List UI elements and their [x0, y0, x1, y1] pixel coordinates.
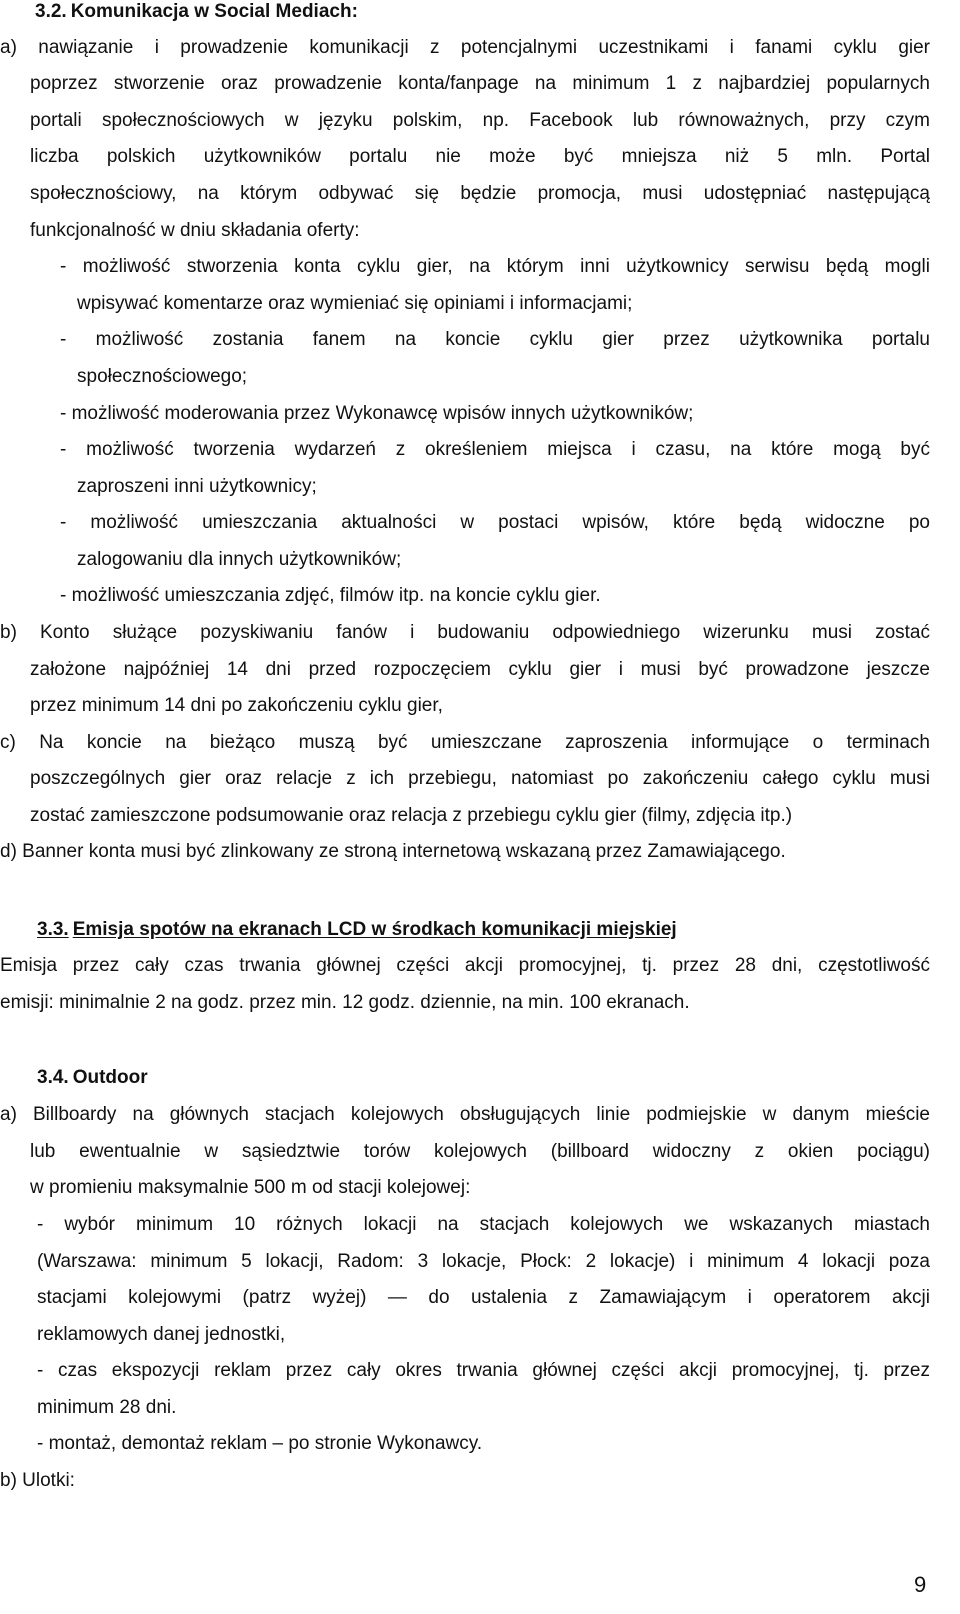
list-item-continuation: (Warszawa: minimum 5 lokacji, Radom: 3 lokacje, Płock: 2 lokacje) i minimum 4 lokacji poza: [37, 1251, 930, 1272]
list-item-continuation: społecznościowego;: [77, 366, 248, 387]
list-item: - montaż, demontaż reklam – po stronie Wykonawcy.: [37, 1433, 483, 1454]
section-heading: [37, 918, 677, 942]
heading-number: 3.3.: [37, 919, 69, 940]
heading-title: Emisja spotów na ekranach LCD w środkach komunikacji miejskiej: [72, 919, 677, 940]
text-line: poszczególnych gier oraz relacje z ich przebiegu, natomiast po zakończeniu całego cyklu musi: [30, 768, 930, 789]
text-line: Emisja przez cały czas trwania głównej części akcji promocyjnej, tj. przez 28 dni, częstotliwość: [0, 955, 930, 976]
page-number: 9: [914, 1572, 927, 1597]
text-line: przez minimum 14 dni po zakończeniu cyklu gier,: [30, 695, 443, 716]
heading-number: 3.4.: [37, 1067, 69, 1088]
list-item-continuation: wpisywać komentarze oraz wymieniać się opiniami i informacjami;: [77, 293, 633, 314]
list-item: - wybór minimum 10 różnych lokacji na stacjach kolejowych we wskazanych miastach: [37, 1214, 930, 1235]
list-item: - możliwość umieszczania zdjęć, filmów itp. na koncie cyklu gier.: [60, 585, 601, 606]
heading-number: 3.2.: [35, 1, 67, 22]
list-item-continuation: zalogowaniu dla innych użytkowników;: [77, 549, 402, 570]
text-line: poprzez stworzenie oraz prowadzenie konta/fanpage na minimum 1 z najbardziej popularnych: [30, 73, 930, 94]
text-line: a) nawiązanie i prowadzenie komunikacji z potencjalnymi uczestnikami i fanami cyklu gier: [0, 37, 930, 58]
section-heading: [37, 1066, 148, 1090]
text-line: lub ewentualnie w sąsiedztwie torów kolejowych (billboard widoczny z okien pociągu): [30, 1141, 930, 1162]
text-line: funkcjonalność w dniu składania oferty:: [30, 220, 360, 241]
list-item: - możliwość umieszczania aktualności w postaci wpisów, które będą widoczne po: [60, 512, 930, 533]
text-line: liczba polskich użytkowników portalu nie może być mniejsza niż 5 mln. Portal: [30, 146, 930, 167]
text-line: b) Ulotki:: [0, 1470, 75, 1491]
list-item-continuation: stacjami kolejowymi (patrz wyżej) — do ustalenia z Zamawiającym i operatorem akcji: [37, 1287, 930, 1308]
heading-title: Komunikacja w Social Mediach:: [70, 1, 358, 22]
text-line: portali społecznościowych w języku polskim, np. Facebook lub równoważnych, przy czym: [30, 110, 930, 131]
list-item-continuation: minimum 28 dni.: [37, 1397, 177, 1418]
text-line: społecznościowy, na którym odbywać się będzie promocja, musi udostępniać następującą: [30, 183, 930, 204]
section-heading: [35, 0, 358, 24]
list-item-continuation: reklamowych danej jednostki,: [37, 1324, 286, 1345]
list-item: - możliwość stworzenia konta cyklu gier, na którym inni użytkownicy serwisu będą mogli: [60, 256, 930, 277]
list-item: - możliwość tworzenia wydarzeń z określeniem miejsca i czasu, na które mogą być: [60, 439, 930, 460]
list-item: - możliwość moderowania przez Wykonawcę wpisów innych użytkowników;: [60, 403, 694, 424]
text-line: d) Banner konta musi być zlinkowany ze stroną internetową wskazaną przez Zamawiającego.: [0, 841, 786, 862]
list-item-continuation: zaproszeni inni użytkownicy;: [77, 476, 317, 497]
text-line: c) Na koncie na bieżąco muszą być umieszczane zaproszenia informujące o terminach: [0, 732, 930, 753]
text-line: założone najpóźniej 14 dni przed rozpoczęciem cyklu gier i musi być prowadzone jeszcze: [30, 659, 930, 680]
text-line: emisji: minimalnie 2 na godz. przez min. 12 godz. dziennie, na min. 100 ekranach.: [0, 992, 690, 1013]
text-line: a) Billboardy na głównych stacjach kolejowych obsługujących linie podmiejskie w danym mieście: [0, 1104, 930, 1125]
text-line: w promieniu maksymalnie 500 m od stacji kolejowej:: [30, 1177, 471, 1198]
list-item: - czas ekspozycji reklam przez cały okres trwania głównej części akcji promocyjnej, tj. przez: [37, 1360, 930, 1381]
text-line: zostać zamieszczone podsumowanie oraz relacja z przebiegu cyklu gier (filmy, zdjęcia itp.): [30, 805, 793, 826]
text-line: b) Konto służące pozyskiwaniu fanów i budowaniu odpowiedniego wizerunku musi zostać: [0, 622, 930, 643]
heading-title: Outdoor: [72, 1067, 148, 1088]
list-item: - możliwość zostania fanem na koncie cyklu gier przez użytkownika portalu: [60, 329, 930, 350]
